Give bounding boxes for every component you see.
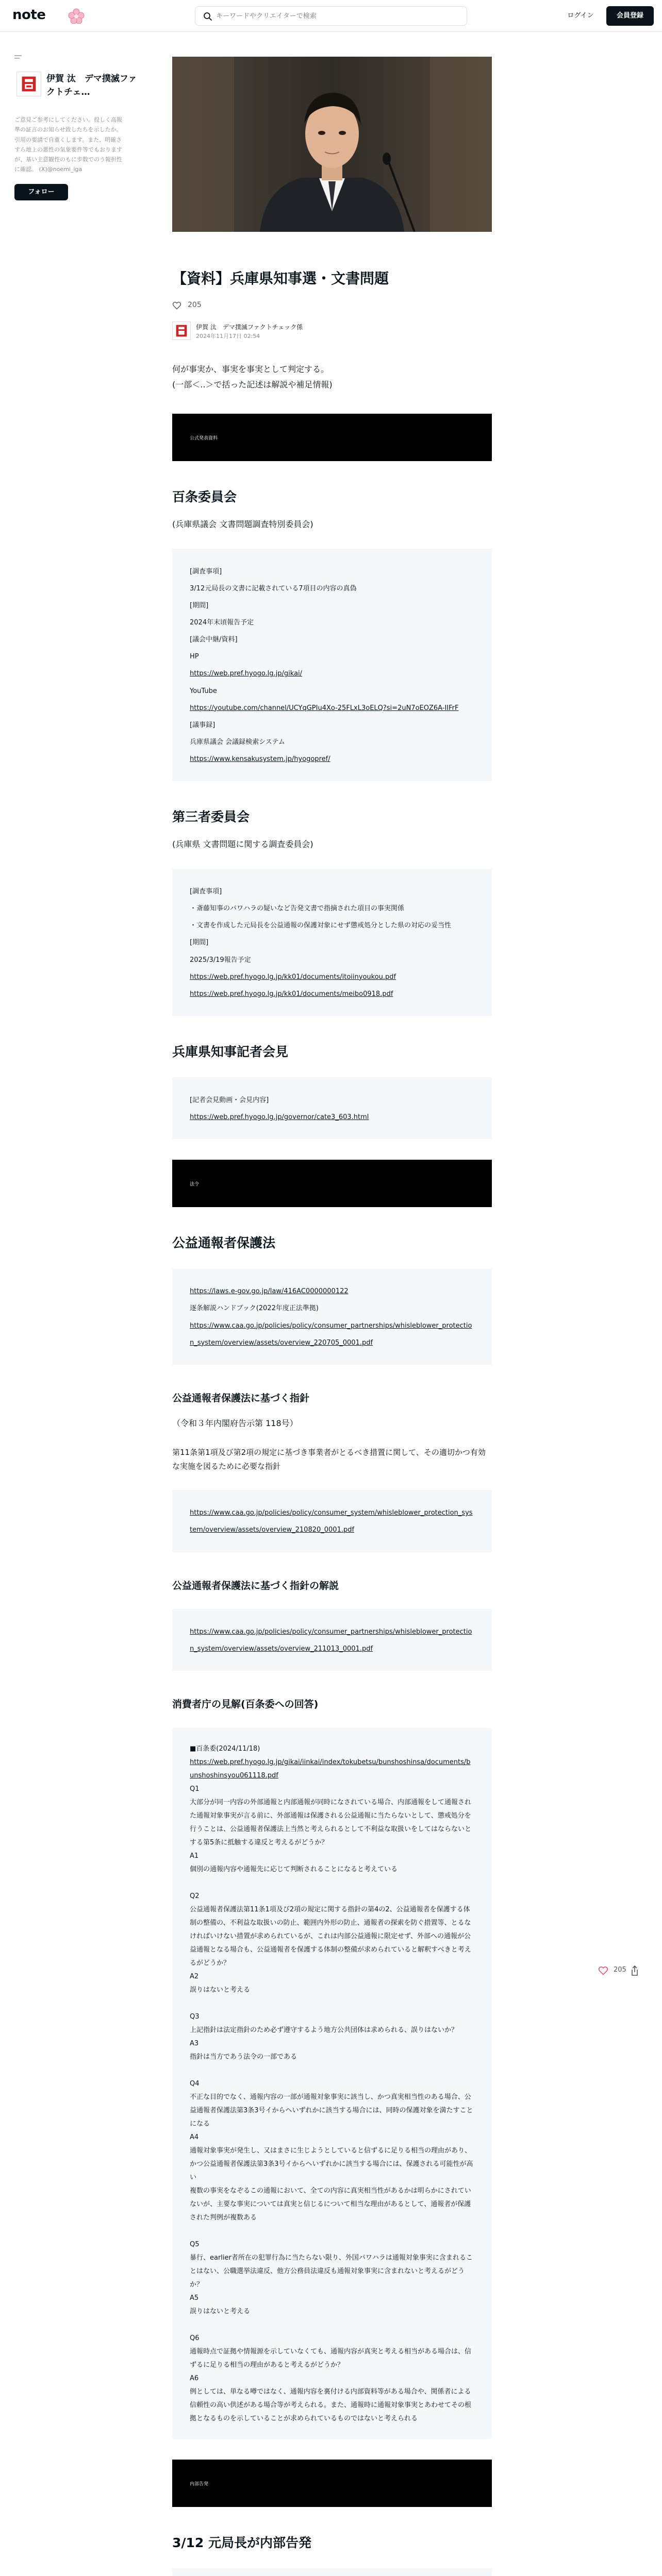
subheading-daisansha: (兵庫県 文書問題に関する調査委員会) bbox=[172, 839, 313, 850]
heading-koueki: 公益通報者保護法 bbox=[172, 1235, 276, 1251]
link-pdf[interactable]: https://web.pref.hyogo.lg.jp/kk01/documents/itoiinyoukou.pdf bbox=[190, 973, 396, 981]
creator-sidebar bbox=[14, 54, 138, 200]
qa-label: A4 bbox=[190, 2133, 199, 2142]
box-line: [期間] bbox=[190, 939, 209, 947]
qa-label: A5 bbox=[190, 2294, 199, 2302]
qa-label: Q1 bbox=[190, 1785, 200, 1793]
floating-like-bar bbox=[598, 1963, 639, 1978]
search-box[interactable] bbox=[195, 6, 467, 26]
qa-label: A1 bbox=[190, 1852, 199, 1860]
intro-text bbox=[172, 362, 492, 393]
spacer bbox=[190, 2318, 474, 2332]
heading-naibu: 3/12 元局長が内部告発 bbox=[172, 2535, 312, 2551]
link-pdf[interactable]: https://web.pref.hyogo.lg.jp/kk01/documents/meibo0918.pdf bbox=[190, 990, 393, 998]
heading-kaiken: 兵庫県知事記者会見 bbox=[172, 1044, 289, 1060]
qa-label: Q5 bbox=[190, 2241, 200, 2249]
subheading-shishin: （令和３年内閣府告示第 118号） bbox=[172, 1418, 298, 1429]
qa-question: 上記指針は法定指針のため必ず遵守するよう地方公共団体は求められる、誤りはないか？ bbox=[190, 2026, 458, 2035]
qa-question: 公益通報者保護法第11条1項及び2項の規定に関する指針の第4の2、公益通報者を保護する体制の整備の、不利益な取扱いの防止、範囲内外形の防止、通報者の探索を防ぐ措置等、とるなければいけない措置が求められているが、これは内部公益通報に限定せず、外部への通報が公益通報となる場合も、公益通報者を保護する体制の整備が求められていると解釈すべきと考えるがどうか？ bbox=[190, 1906, 471, 1968]
like-count[interactable]: 205 bbox=[188, 301, 202, 309]
qa-label: A6 bbox=[190, 2375, 199, 2383]
info-box-hyakujo bbox=[172, 549, 492, 782]
box-line: [議事録] bbox=[190, 721, 216, 729]
section-band-internal bbox=[172, 2460, 492, 2507]
info-box-daisansha bbox=[172, 869, 492, 1016]
author-avatar[interactable] bbox=[172, 321, 191, 340]
box-line: [期間] bbox=[190, 601, 209, 609]
qa-label: A2 bbox=[190, 1973, 199, 1981]
article-title: 【資料】兵庫県知事選・文書問題 bbox=[172, 270, 389, 287]
link-kaiken[interactable]: https://web.pref.hyogo.lg.jp/governor/cate3_603.html bbox=[190, 1113, 369, 1122]
top-header bbox=[0, 0, 662, 32]
qa-answer: 複数の事実をなぞるこの通報において、全ての内容に真実相当性があるかは明らかにされていないが、主要な事実については真実と信じるについて相当な理由があるとして、通報者が保護された判例が複数ある bbox=[190, 2187, 471, 2222]
qa-answer: 例としては、単なる噂ではなく、通報内容を裏付ける内部資料等がある場合や、関係者による信頼性の高い供述がある場合等が考えられる。また、通報時に通報対象事実とあわせてその根拠となるものを示していることが求められているものではないと考えられる bbox=[190, 2388, 472, 2423]
link-pdf[interactable]: https://www.caa.go.jp/policies/policy/consumer_partnerships/whisleblower_protection_system/overview/assets/overview_211013_0001.pdf bbox=[190, 1628, 472, 1653]
info-box-naibu bbox=[172, 2568, 492, 2576]
follow-button[interactable]: フォロー bbox=[14, 184, 68, 200]
hero-photo bbox=[172, 57, 492, 232]
heading-shouhisha: 消費者庁の見解(百条委への回答) bbox=[172, 1699, 319, 1710]
article bbox=[172, 57, 492, 2576]
qa-answer: 誤りはないと考える bbox=[190, 1986, 251, 1994]
heart-icon[interactable] bbox=[598, 1965, 608, 1976]
creator-avatar[interactable] bbox=[16, 72, 41, 96]
spacer bbox=[190, 2064, 474, 2077]
qa-answer: 誤りはないと考える bbox=[190, 2308, 251, 2316]
subheading-hyakujo: (兵庫県議会 文書問題調査特別委員会) bbox=[172, 519, 313, 529]
box-line: 兵庫県議会 会議録検索システム bbox=[190, 738, 285, 746]
link-pdf[interactable]: https://www.caa.go.jp/policies/policy/consumer_partnerships/whisleblower_protection_system/overview/assets/overview_220705_0001.pdf bbox=[190, 1321, 472, 1347]
heading-daisansha: 第三者委員会 bbox=[172, 809, 250, 825]
creator-description: ご意見ご参考にしてください。投しく高報準の証言のお知らせ致したちを示したか。引用の要請で自重くします。また、明確さすら地上の悪性の気象要件等でもおりますが、基い主意観性のもに歩数でのう報担性に確認。 (X)@noemi_iga bbox=[14, 116, 122, 173]
spacer bbox=[190, 1997, 474, 2010]
qa-question: 不正な目的でなく、通報内容の一部が通報対象事実に該当し、かつ真実相当性のある場合、公益通報者保護法第3条3号イからヘいずれかに該当する場合には、同時の保護対象を満たすことになる bbox=[190, 2093, 473, 2128]
box-line: ・文書を作成した元局長を公益通報の保護対象にせず懲戒処分とした県の対応の妥当性 bbox=[190, 922, 452, 930]
search-input[interactable] bbox=[216, 9, 458, 23]
link-youtube[interactable]: https://youtube.com/channel/UCYqGPIu4Xo-25FLxL3oELQ?si=2uN7oEOZ6A-IIFrF bbox=[190, 704, 459, 712]
band-label: 法令 bbox=[190, 1182, 200, 1188]
qa-answer: 個別の通報内容や通報先に応じて判断されることになると考えている bbox=[190, 1866, 398, 1874]
creator-info[interactable] bbox=[14, 72, 138, 105]
author-name[interactable]: 伊賀 汰 デマ撲滅ファクトチェック係 bbox=[196, 324, 303, 331]
box-line: YouTube bbox=[190, 687, 217, 695]
box-line: [調査事項] bbox=[190, 888, 222, 896]
like-count[interactable]: 205 bbox=[614, 1966, 626, 1974]
author-row[interactable] bbox=[172, 321, 492, 342]
spacer bbox=[190, 1876, 474, 1890]
qa-label: Q6 bbox=[190, 2334, 200, 2343]
heading-hyakujo: 百条委員会 bbox=[172, 489, 237, 504]
section-band-official bbox=[172, 414, 492, 461]
qa-label: Q2 bbox=[190, 1892, 200, 1901]
info-box-kaisetsu bbox=[172, 1609, 492, 1671]
heading-shishin: 公益通報者保護法に基づく指針 bbox=[172, 1392, 310, 1404]
box-line: 逐条解説ハンドブック(2022年度正法準拠) bbox=[190, 1304, 319, 1313]
intro-line: 何が事実か、事実を事実として判定する。 bbox=[172, 364, 329, 374]
qa-label: A3 bbox=[190, 2040, 199, 2048]
info-box-shouhisha bbox=[172, 1728, 492, 2439]
intro-line: (一部＜..＞で括った記述は解説や補足情報) bbox=[172, 380, 333, 390]
box-line: 2025/3/19報告予定 bbox=[190, 956, 251, 964]
link-kensaku[interactable]: https://www.kensakusystem.jp/hyogopref/ bbox=[190, 755, 330, 764]
like-row bbox=[172, 300, 492, 312]
qa-question: 暴行、earlier者所在の犯罪行為に当たらない限り、外国パワハラは通報対象事実に含まれることはない、公職選挙法違反、他方公務員法違反も通報対象事実に含まれないと考えるがどうか？ bbox=[190, 2254, 473, 2289]
box-line: [議会中継/資料] bbox=[190, 636, 238, 644]
share-icon[interactable] bbox=[630, 1965, 639, 1976]
link-pdf[interactable]: https://www.caa.go.jp/policies/policy/consumer_system/whisleblower_protection_system/overview/assets/overview_210820_0001.pdf bbox=[190, 1509, 473, 1534]
info-box-shishin bbox=[172, 1490, 492, 1552]
publish-date: 2024年11月17日 02:54 bbox=[196, 333, 260, 340]
note-logo[interactable]: note bbox=[12, 7, 46, 23]
register-button[interactable]: 会員登録 bbox=[606, 6, 654, 26]
link-pdf[interactable]: https://web.pref.hyogo.lg.jp/gikai/iinkai/index/tokubetsu/bunshoshinsa/documents/bunshoshinsyou061118.pdf bbox=[190, 1758, 471, 1780]
info-box-kaiken bbox=[172, 1077, 492, 1139]
link-egov[interactable]: https://laws.e-gov.go.jp/law/416AC0000000122 bbox=[190, 1287, 349, 1296]
qa-answer: 通報対象事実が発生し、又はまさに生じようとしていると信ずるに足りる相当の理由があり、かつ公益通報者保護法第3条3号イからヘいずれかに該当する場合には、保護される可能性が高い bbox=[190, 2147, 473, 2182]
box-line: [記者会見動画・会見内容] bbox=[190, 1096, 269, 1105]
box-line: 2024年末頃報告予定 bbox=[190, 619, 254, 626]
box-line: ・斎藤知事のパワハラの疑いなど告発文書で指摘された項目の事実関係 bbox=[190, 905, 405, 913]
qa-answer: 指針は当方であう法令の一部である bbox=[190, 2053, 297, 2061]
qa-question: 大部分が同一内容の外部通報と内部通報が同時になされている場合、内部通報をして通報された通報対象事実が言る前に、外部通報は保護される公益通報に当たらないとして、懲戒処分を行うことは、公益通報者保護法上当然と考えられるとして不利益な取扱いをしてはならないとする第5条に抵触する違反と考えるがどうか？ bbox=[190, 1799, 472, 1847]
box-line: [調査事項] bbox=[190, 567, 222, 575]
qa-label: Q4 bbox=[190, 2080, 200, 2088]
qa-label: Q3 bbox=[190, 2013, 200, 2021]
band-label: 公式発表資料 bbox=[190, 435, 218, 441]
band-label: 内部告発 bbox=[190, 2482, 209, 2487]
info-box-koueki bbox=[172, 1268, 492, 1365]
login-button[interactable]: ログイン bbox=[567, 12, 594, 20]
sakura-sticker-icon bbox=[68, 8, 85, 24]
heart-icon[interactable] bbox=[172, 301, 181, 310]
box-line: ■百条委(2024/11/18) bbox=[190, 1745, 260, 1753]
heading-kaisetsu: 公益通報者保護法に基づく指針の解説 bbox=[172, 1580, 339, 1591]
menu-lines-icon bbox=[14, 54, 26, 61]
box-line: HP bbox=[190, 653, 199, 661]
section-band-law bbox=[172, 1160, 492, 1207]
spacer bbox=[190, 2225, 474, 2238]
shishin-body: 第11条第1項及び第2項の規定に基づき事業者がとるべき措置に関して、その適切かつ有効な実施を図るために必要な指針 bbox=[172, 1448, 486, 1471]
hero-image bbox=[172, 57, 492, 232]
link-gikai[interactable]: https://web.pref.hyogo.lg.jp/gikai/ bbox=[190, 670, 303, 678]
creator-name[interactable]: 伊賀 汰 デマ撲滅ファクトチェ… bbox=[46, 74, 137, 97]
qa-question: 通報時点で証拠や情報源を示していなくても、通報内容が真実と考える相当がある場合は、信ずるに足りる相当の理由があると考えるがどうか？ bbox=[190, 2348, 472, 2369]
search-icon bbox=[203, 11, 213, 22]
box-line: 3/12元局長の文書に記載されている7項目の内容の真偽 bbox=[190, 584, 357, 592]
